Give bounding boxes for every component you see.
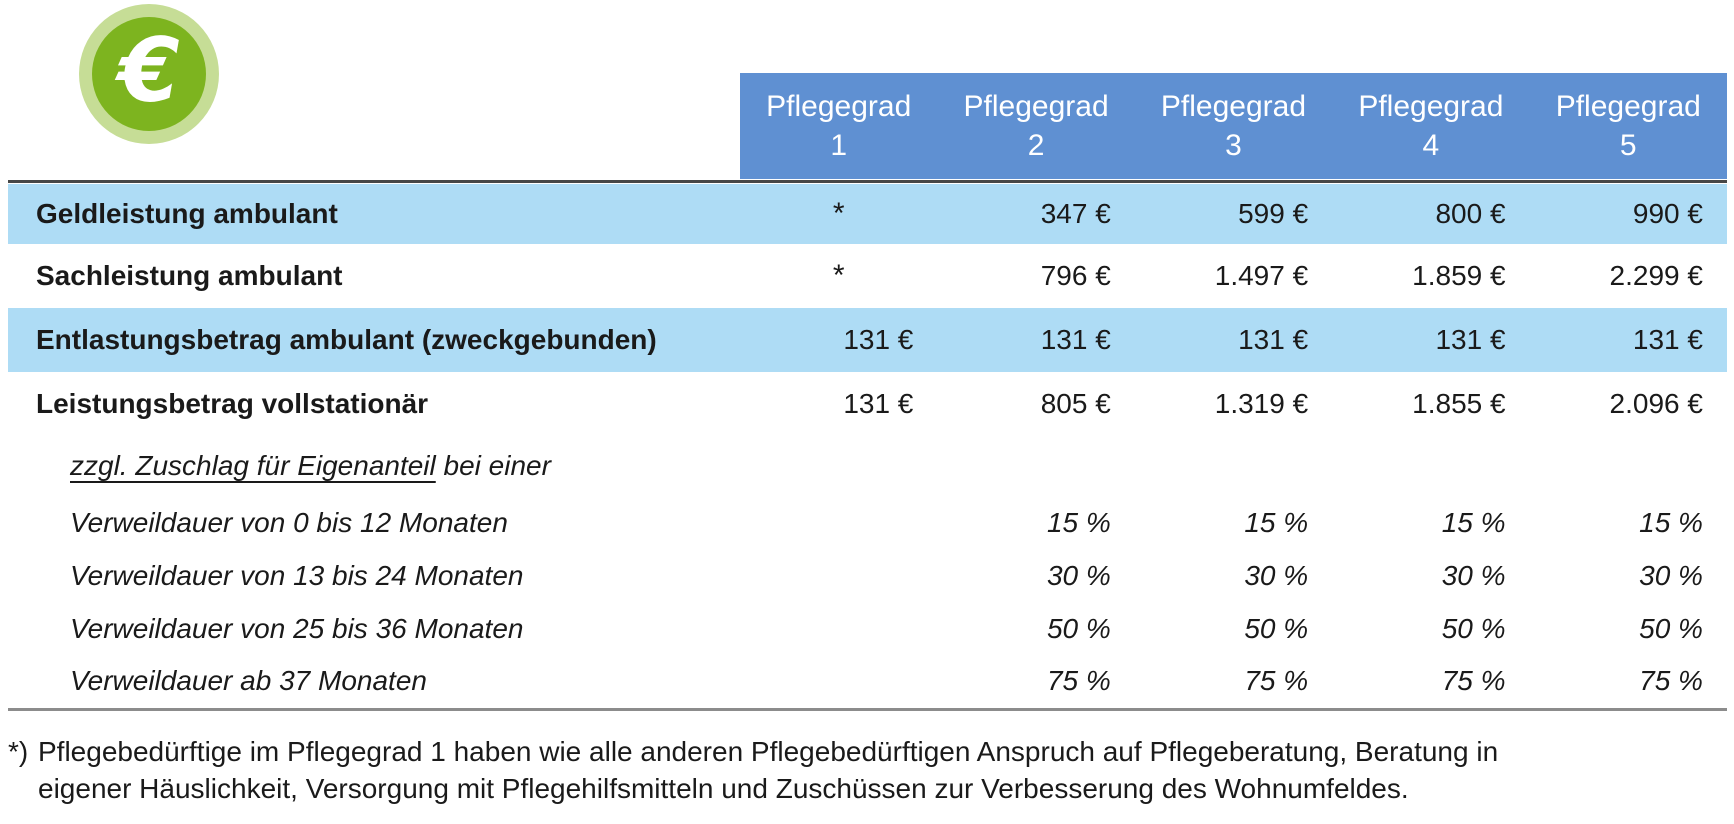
cell-value: 1.859 € — [1412, 260, 1506, 291]
cell-value: 1.497 € — [1214, 260, 1309, 291]
row-label: Leistungsbetrag vollstationär — [36, 388, 429, 419]
euro-icon — [79, 4, 219, 144]
column-header-title: Pflegegrad — [766, 89, 912, 123]
cell-value: 131 € — [843, 324, 914, 355]
cell-value: 599 € — [1238, 198, 1309, 229]
table-row — [8, 549, 1727, 602]
cell-value: 50 % — [1046, 612, 1111, 644]
cell-value: 75 % — [1639, 665, 1703, 696]
table-bottom-rule — [8, 708, 1727, 711]
cell-value: 30 % — [1639, 559, 1703, 591]
cell-value: 1.855 € — [1412, 388, 1506, 419]
cell-value: 805 € — [1040, 388, 1111, 419]
row-label: Geldleistung ambulant — [36, 198, 338, 229]
cell-value: 347 € — [1040, 198, 1111, 229]
column-header-pflegegrad-5 — [1530, 73, 1727, 179]
row-label: Sachleistung ambulant — [36, 260, 343, 291]
column-header-pflegegrad-4 — [1332, 73, 1529, 179]
cell-value: 2.299 € — [1609, 260, 1703, 291]
cell-value: 800 € — [1435, 198, 1506, 229]
column-header-title: Pflegegrad — [963, 89, 1109, 123]
cell-value: 30 % — [1441, 559, 1506, 591]
table-row — [8, 655, 1727, 707]
cell-value: 50 % — [1639, 612, 1703, 644]
column-header-pflegegrad-2 — [937, 73, 1134, 179]
footnote — [8, 733, 1568, 807]
cell-value: 131 € — [843, 388, 914, 419]
table-top-rule — [8, 180, 1727, 183]
column-header-title: Pflegegrad — [1160, 89, 1307, 123]
column-header-number: 2 — [1027, 128, 1045, 162]
column-header-pflegegrad-1 — [740, 73, 937, 179]
row-label: Verweildauer von 25 bis 36 Monaten — [70, 612, 524, 644]
row-label: Verweildauer von 0 bis 12 Monaten — [70, 506, 508, 538]
column-header-number: 1 — [830, 128, 848, 162]
row-label-underlined-part: zzgl. Zuschlag für Eigenanteil — [70, 450, 436, 481]
cell-value: 75 % — [1046, 665, 1111, 696]
cell-value: 15 % — [1639, 506, 1703, 538]
column-header-number: 4 — [1422, 128, 1440, 162]
cell-value: 15 % — [1441, 506, 1506, 538]
euro-symbol: € — [92, 17, 206, 131]
table-row — [8, 496, 1727, 549]
cell-value: 75 % — [1244, 665, 1309, 696]
cell-value: 131 € — [1435, 324, 1506, 355]
cell-value: 50 % — [1441, 612, 1506, 644]
cell-value: 131 € — [1238, 324, 1309, 355]
table-header-row — [740, 73, 1727, 179]
cell-value: 796 € — [1040, 260, 1111, 291]
table-row — [8, 184, 1727, 244]
row-label: zzgl. Zuschlag für Eigenanteil bei einer — [70, 450, 551, 481]
cell-value: 15 % — [1046, 506, 1111, 538]
cell-value: * — [832, 197, 845, 230]
row-label: Verweildauer von 13 bis 24 Monaten — [70, 559, 524, 591]
column-header-title: Pflegegrad — [1358, 89, 1504, 123]
column-header-title: Pflegegrad — [1555, 89, 1701, 123]
column-header-pflegegrad-3 — [1135, 73, 1332, 179]
cell-value: 30 % — [1046, 559, 1111, 591]
table-row — [8, 436, 1727, 496]
table-row — [8, 244, 1727, 308]
cell-value: 1.319 € — [1214, 388, 1309, 419]
column-header-number: 3 — [1225, 128, 1242, 162]
cell-value: 2.096 € — [1609, 388, 1703, 419]
footnote-text: Pflegebedürftige im Pflegegrad 1 haben wie alle anderen Pflegebedürftigen Anspruch auf Pflegeberatung, Beratung in eigener Häuslichkeit, Versorgung mit Pflegehilfsmitteln und Zuschüssen zur Verbesserung des Wohnumfeldes. — [38, 736, 1499, 804]
cell-value: 30 % — [1244, 559, 1309, 591]
cell-value: 50 % — [1244, 612, 1309, 644]
table-row — [8, 308, 1727, 372]
row-label: Verweildauer ab 37 Monaten — [70, 665, 427, 696]
cell-value: 131 € — [1632, 324, 1703, 355]
footnote-marker: *) — [8, 736, 29, 767]
table-row — [8, 372, 1727, 436]
cell-value: 131 € — [1040, 324, 1111, 355]
cell-value: * — [832, 259, 845, 292]
cell-value: 75 % — [1441, 665, 1506, 696]
column-header-number: 5 — [1619, 128, 1637, 162]
table-row — [8, 602, 1727, 655]
row-label: Entlastungsbetrag ambulant (zweckgebunden) — [36, 324, 657, 355]
cell-value: 990 € — [1632, 198, 1703, 229]
table-body — [8, 184, 1727, 707]
cell-value: 15 % — [1244, 506, 1309, 538]
